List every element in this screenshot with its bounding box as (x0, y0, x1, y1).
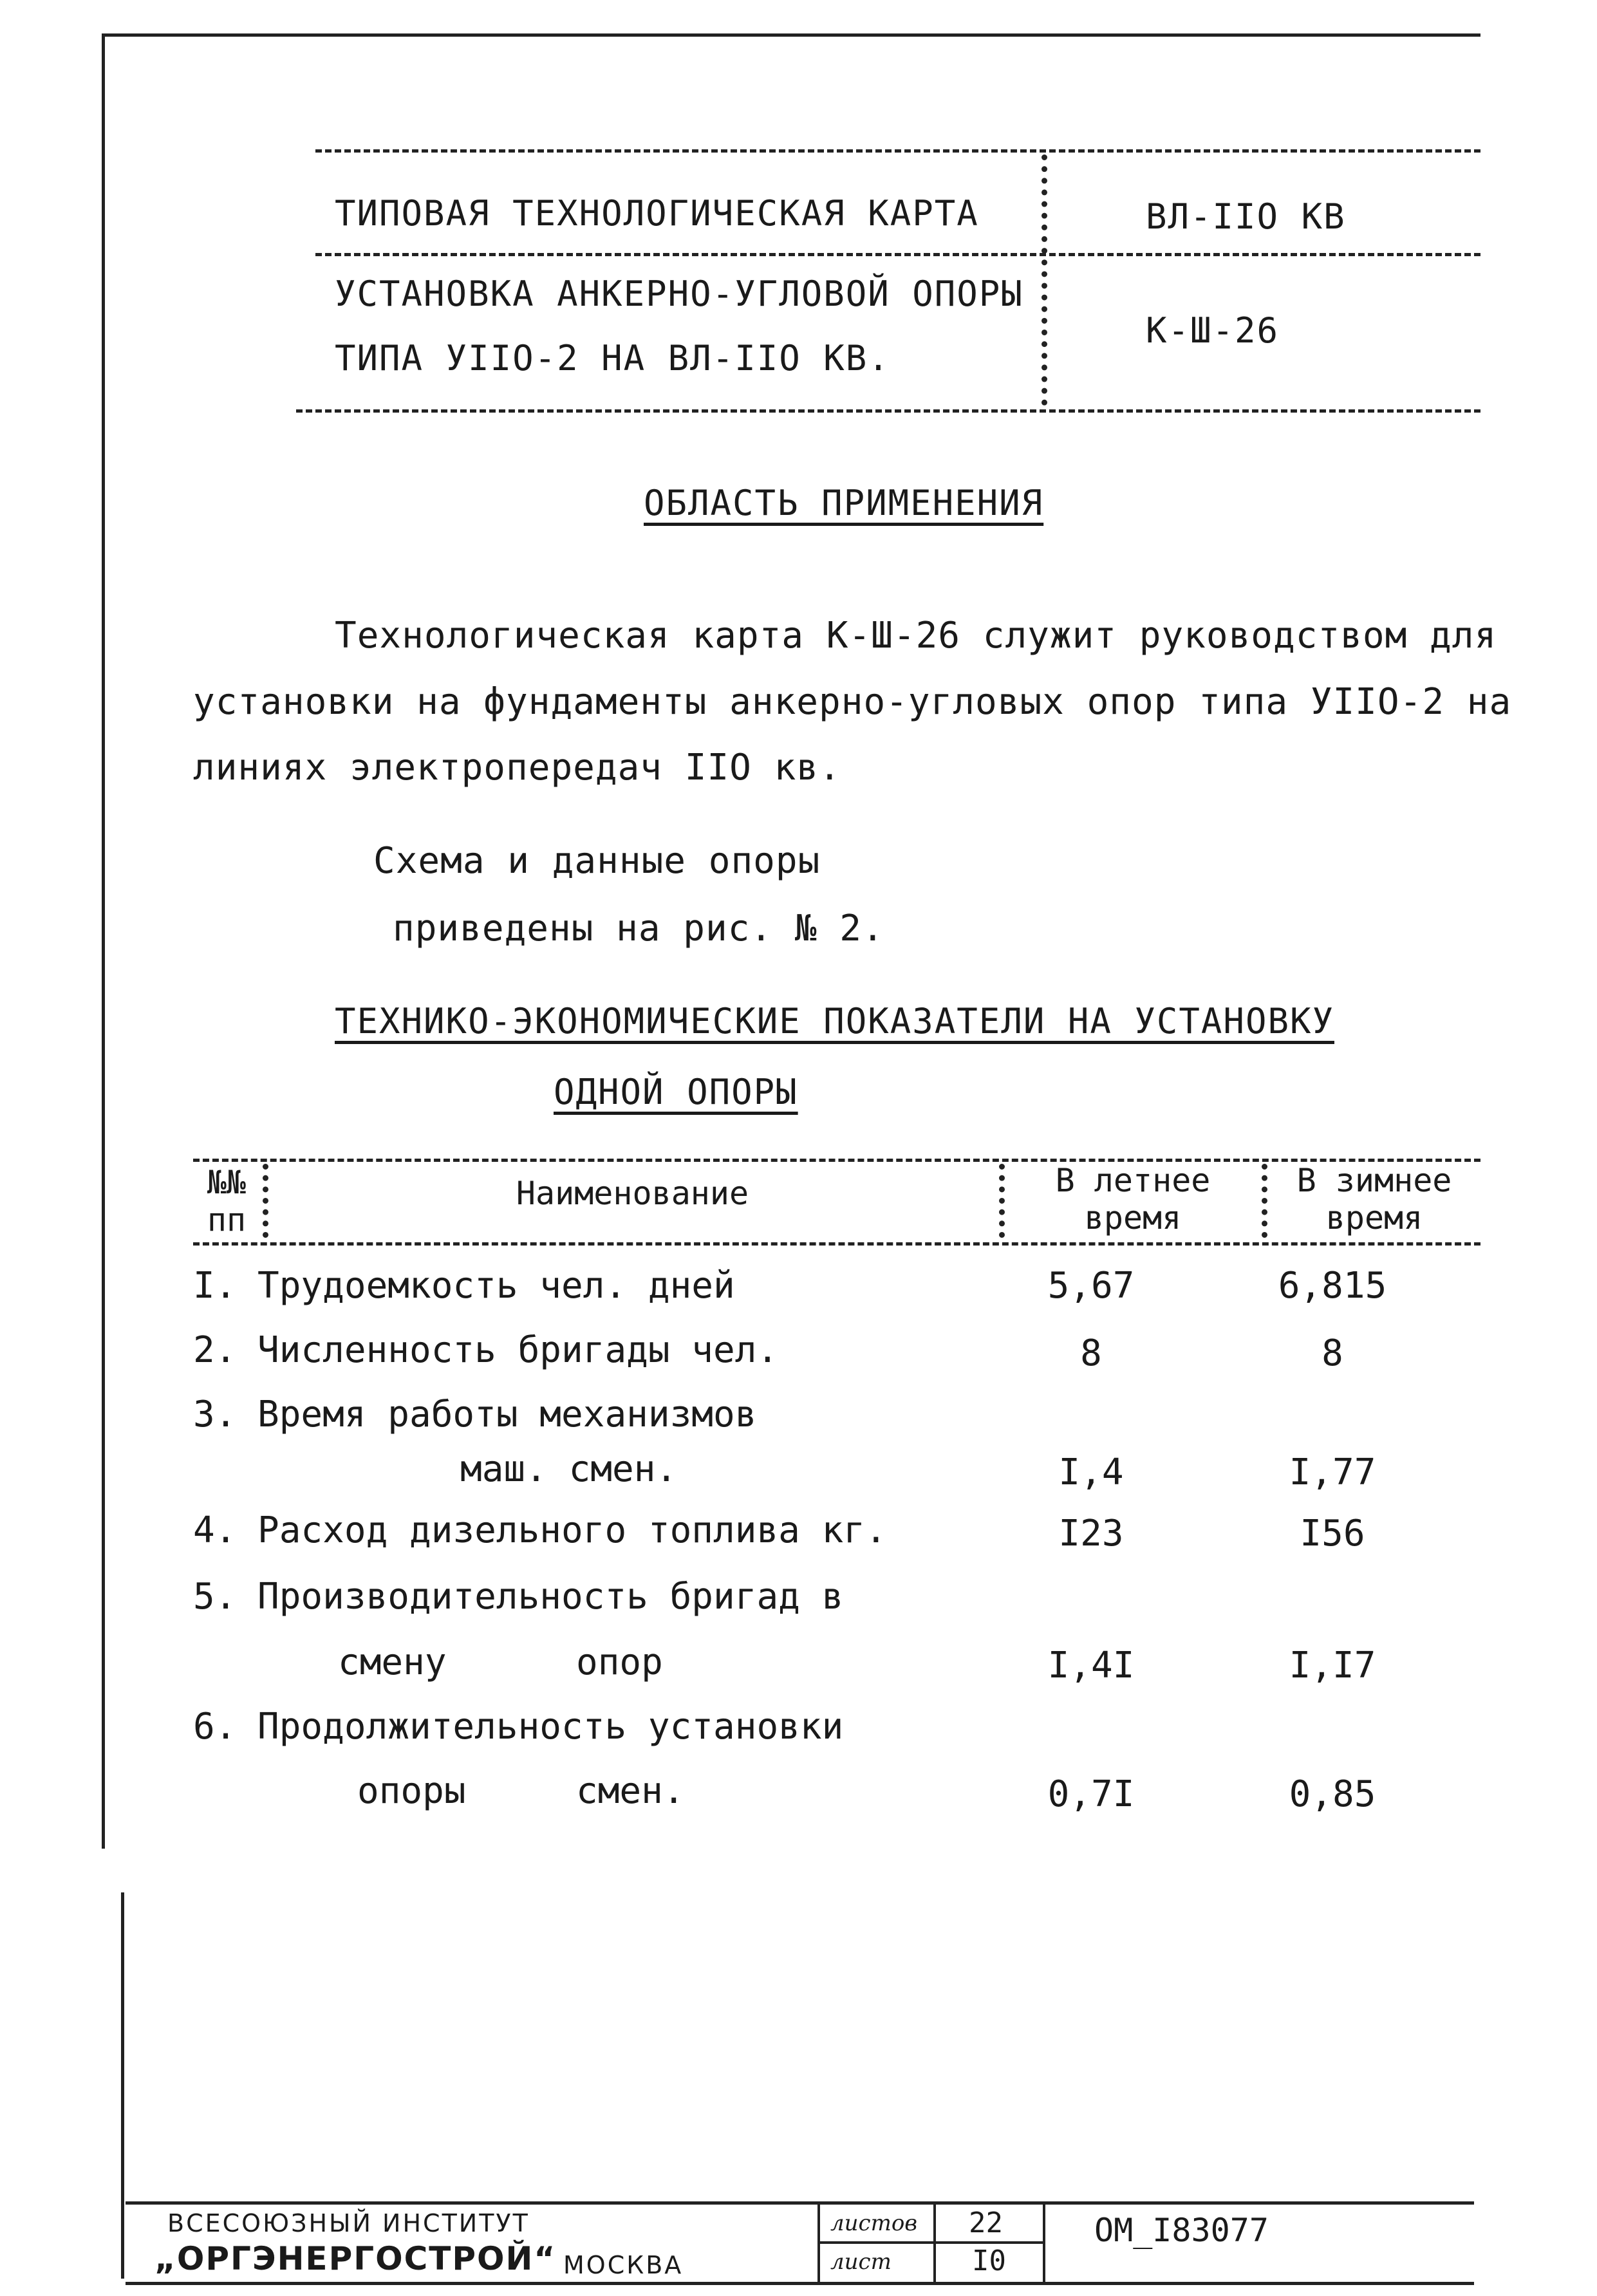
table-row-5-name: Производительность бригад в (257, 1576, 844, 1618)
table-row-6-winter: 0,85 (1289, 1773, 1376, 1815)
scheme-note-line1: Схема и данные опоры (373, 840, 821, 882)
city: МОСКВА (563, 2251, 684, 2279)
table-header-summer-line2: время (1084, 1199, 1182, 1237)
table-row-2-winter: 8 (1321, 1332, 1343, 1374)
table-row-4-winter: I56 (1300, 1513, 1365, 1554)
table-rule-header-bottom (193, 1242, 1480, 1246)
table-row-6-name: Продолжительность установки (257, 1706, 844, 1748)
table-divider-num (263, 1164, 268, 1238)
table-header-winter-line1: В зимнее (1296, 1162, 1452, 1199)
table-header-summer (1011, 1162, 1255, 1237)
table-row-2-summer: 8 (1080, 1332, 1102, 1374)
header-subject-line2: ТИПА УIIO-2 НА ВЛ-IIO КВ. (335, 338, 890, 378)
table-header-number-line2: пп (207, 1201, 247, 1238)
label-sheets-total: листов (830, 2210, 918, 2236)
table-header-number (194, 1164, 259, 1238)
table-row-3-name: Время работы механизмов (257, 1394, 757, 1435)
document-code: ОМ_I83077 (1094, 2212, 1269, 2249)
frame-top-border (103, 33, 1480, 37)
table-row-4-name: Расход дизельного топлива кг. (257, 1509, 887, 1551)
table-row-3-name-cont: маш. смен. (460, 1448, 678, 1490)
header-subject-line1: УСТАНОВКА АНКЕРНО-УГЛОВОЙ ОПОРЫ (335, 274, 1023, 314)
table-row-1-name: Трудоемкость чел. дней (257, 1265, 735, 1307)
label-sheet-number: лист (830, 2249, 892, 2275)
frame-left-border-lower (121, 1892, 124, 2279)
scope-paragraph-line2: установки на фундаменты анкерно-угловых опор типа УIIO-2 на (193, 681, 1512, 723)
section-title-indicators-line1: ТЕХНИКО-ЭКОНОМИЧЕСКИЕ ПОКАЗАТЕЛИ НА УСТАНОВКУ (335, 1001, 1334, 1041)
table-row-1-winter: 6,815 (1278, 1265, 1387, 1307)
frame-left-border (102, 33, 105, 1849)
institute-label: ВСЕСОЮЗНЫЙ ИНСТИТУТ (167, 2209, 530, 2237)
table-row-5-number: 5. (193, 1576, 237, 1618)
table-header-winter (1271, 1162, 1477, 1237)
table-divider-name (999, 1164, 1005, 1238)
institute-name: „ОРГЭНЕРГОСТРОЙ“ (154, 2240, 557, 2277)
header-line-code: ВЛ-IIO КВ (1146, 196, 1346, 237)
sheets-total: 22 (969, 2207, 1003, 2239)
header-column-divider (1041, 154, 1047, 406)
table-row-6-summer: 0,7I (1047, 1773, 1135, 1815)
section-title-indicators-line2: ОДНОЙ ОПОРЫ (554, 1072, 798, 1112)
table-row-5-name-cont-a: смену (338, 1641, 447, 1683)
table-header-summer-line1: В летнее (1055, 1162, 1211, 1199)
table-row-3-winter: I,77 (1289, 1451, 1376, 1493)
table-row-6-name-cont-a: опоры (357, 1770, 466, 1812)
table-row-5-name-cont-b: опор (576, 1641, 663, 1683)
table-header-name: Наименование (516, 1175, 749, 1212)
header-rule-middle (315, 253, 1480, 256)
table-header-winter-line2: время (1325, 1199, 1423, 1237)
table-row-4-number: 4. (193, 1509, 237, 1551)
table-row-3-number: 3. (193, 1394, 237, 1435)
title-block-mid-rule (817, 2241, 1043, 2244)
header-rule-bottom (296, 409, 1480, 413)
header-card-number: К-Ш-26 (1146, 310, 1280, 351)
table-row-4-summer: I23 (1058, 1513, 1124, 1554)
table-divider-summer (1262, 1164, 1267, 1238)
sheet-number: I0 (972, 2245, 1006, 2277)
table-row-1-summer: 5,67 (1047, 1265, 1135, 1307)
table-row-2-number: 2. (193, 1329, 237, 1371)
table-row-6-number: 6. (193, 1706, 237, 1748)
scope-paragraph-line3: линиях электропередач IIO кв. (193, 747, 841, 789)
table-header-number-line1: №№ (207, 1164, 247, 1201)
header-rule-top (315, 149, 1480, 153)
table-row-6-name-cont-b: смен. (576, 1770, 685, 1812)
table-row-2-name: Численность бригады чел. (257, 1329, 779, 1371)
section-title-scope: ОБЛАСТЬ ПРИМЕНЕНИЯ (644, 483, 1044, 523)
table-row-5-summer: I,4I (1047, 1645, 1135, 1686)
scheme-note-line2: приведены на рис. № 2. (393, 908, 884, 949)
table-row-3-summer: I,4 (1058, 1451, 1124, 1493)
table-row-1-number: I. (193, 1265, 237, 1307)
header-card-type: ТИПОВАЯ ТЕХНОЛОГИЧЕСКАЯ КАРТА (335, 193, 979, 234)
title-block-divider-3 (1043, 2201, 1045, 2285)
table-row-5-winter: I,I7 (1289, 1645, 1376, 1686)
scope-paragraph-line1: Технологическая карта К-Ш-26 служит руководством для (335, 615, 1497, 657)
